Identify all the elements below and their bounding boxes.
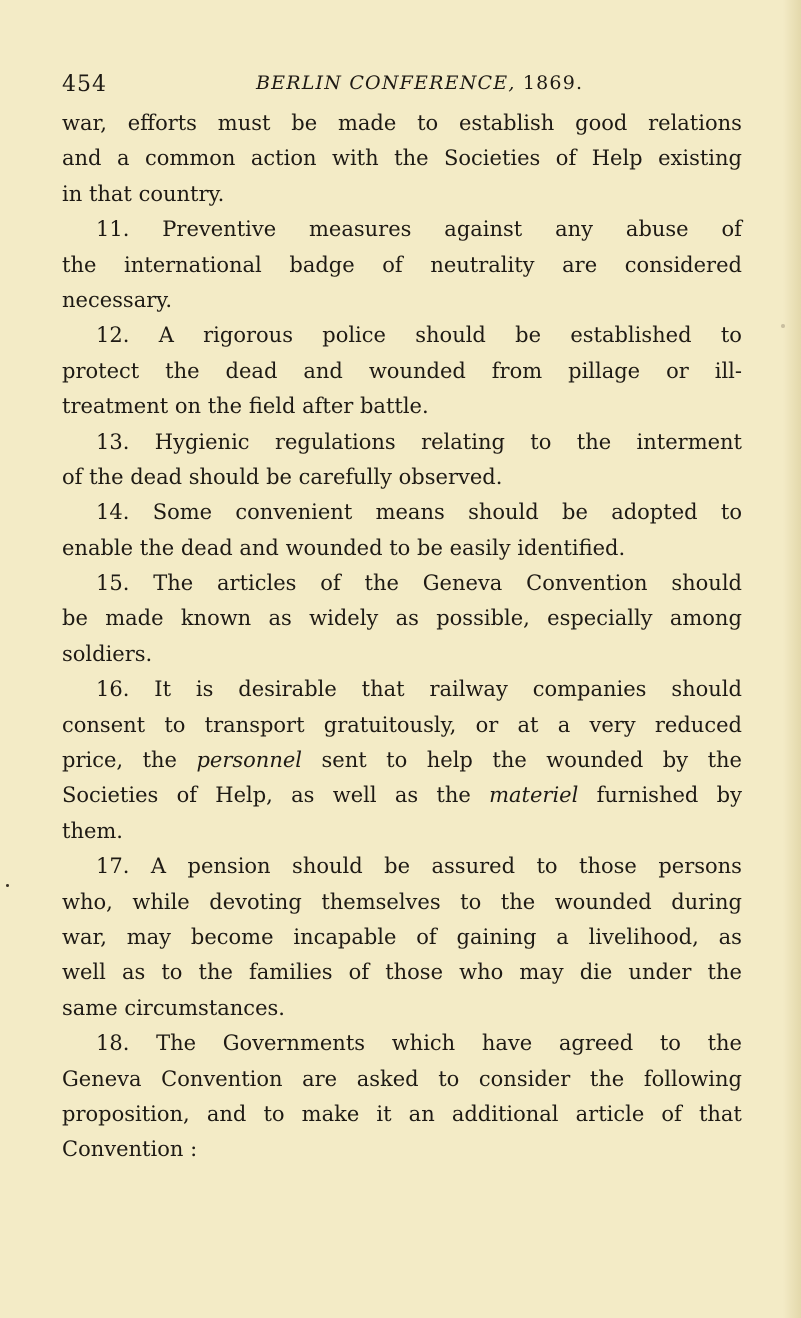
text-line: consent to transport gratuitously, or at a very reduced	[62, 712, 742, 737]
text-line: well as to the families of those who may die under the	[62, 960, 742, 985]
text-line: price, the personnel sent to help the wounded by the	[62, 748, 742, 773]
margin-mark	[6, 884, 9, 887]
text-line: 11. Preventive measures against any abuse of	[96, 217, 742, 242]
page-number: 454	[62, 72, 107, 97]
book-page	[62, 66, 742, 1168]
running-head	[62, 66, 742, 106]
text-line: of the dead should be carefully observed.	[62, 464, 503, 489]
text-line: proposition, and to make it an additional article of that	[62, 1101, 742, 1126]
text-line: same circumstances.	[62, 995, 285, 1020]
running-title-year: 1869.	[522, 72, 584, 94]
running-title	[256, 72, 583, 94]
text-line: protect the dead and wounded from pillage or ill-	[62, 358, 742, 383]
text-line: Convention :	[62, 1137, 198, 1162]
text-line: who, while devoting themselves to the wounded during	[62, 889, 742, 914]
text-line: 14. Some convenient means should be adopted to	[96, 500, 742, 525]
page-edge-shadow	[783, 0, 801, 1318]
text-line: 17. A pension should be assured to those persons	[96, 854, 742, 879]
text-line: war, efforts must be made to establish good relations	[62, 111, 742, 135]
text-line: necessary.	[62, 287, 173, 312]
margin-speck	[781, 324, 785, 328]
text-line: 13. Hygienic regulations relating to the interment	[96, 429, 742, 454]
text-line: and a common action with the Societies of Help existing	[62, 146, 742, 171]
text-line: treatment on the field after battle.	[62, 394, 429, 419]
text-line: be made known as widely as possible, especially among	[62, 606, 742, 631]
running-title-text: BERLIN CONFERENCE,	[256, 72, 516, 94]
text-line: Societies of Help, as well as the materiel furnished by	[62, 783, 742, 808]
text-line: Geneva Convention are asked to consider the following	[62, 1066, 742, 1091]
text-line: 15. The articles of the Geneva Convention should	[96, 571, 742, 596]
text-line: enable the dead and wounded to be easily identified.	[62, 535, 626, 560]
text-line: 18. The Governments which have agreed to the	[96, 1031, 742, 1056]
body-text	[62, 106, 742, 1168]
text-line: the international badge of neutrality are considered	[62, 252, 742, 277]
text-line: 16. It is desirable that railway companies should	[96, 677, 742, 702]
text-line: them.	[62, 818, 123, 843]
text-line: 12. A rigorous police should be established to	[96, 323, 742, 348]
text-line: war, may become incapable of gaining a livelihood, as	[62, 924, 742, 949]
text-line: soldiers.	[62, 641, 153, 666]
text-line: in that country.	[62, 181, 225, 206]
